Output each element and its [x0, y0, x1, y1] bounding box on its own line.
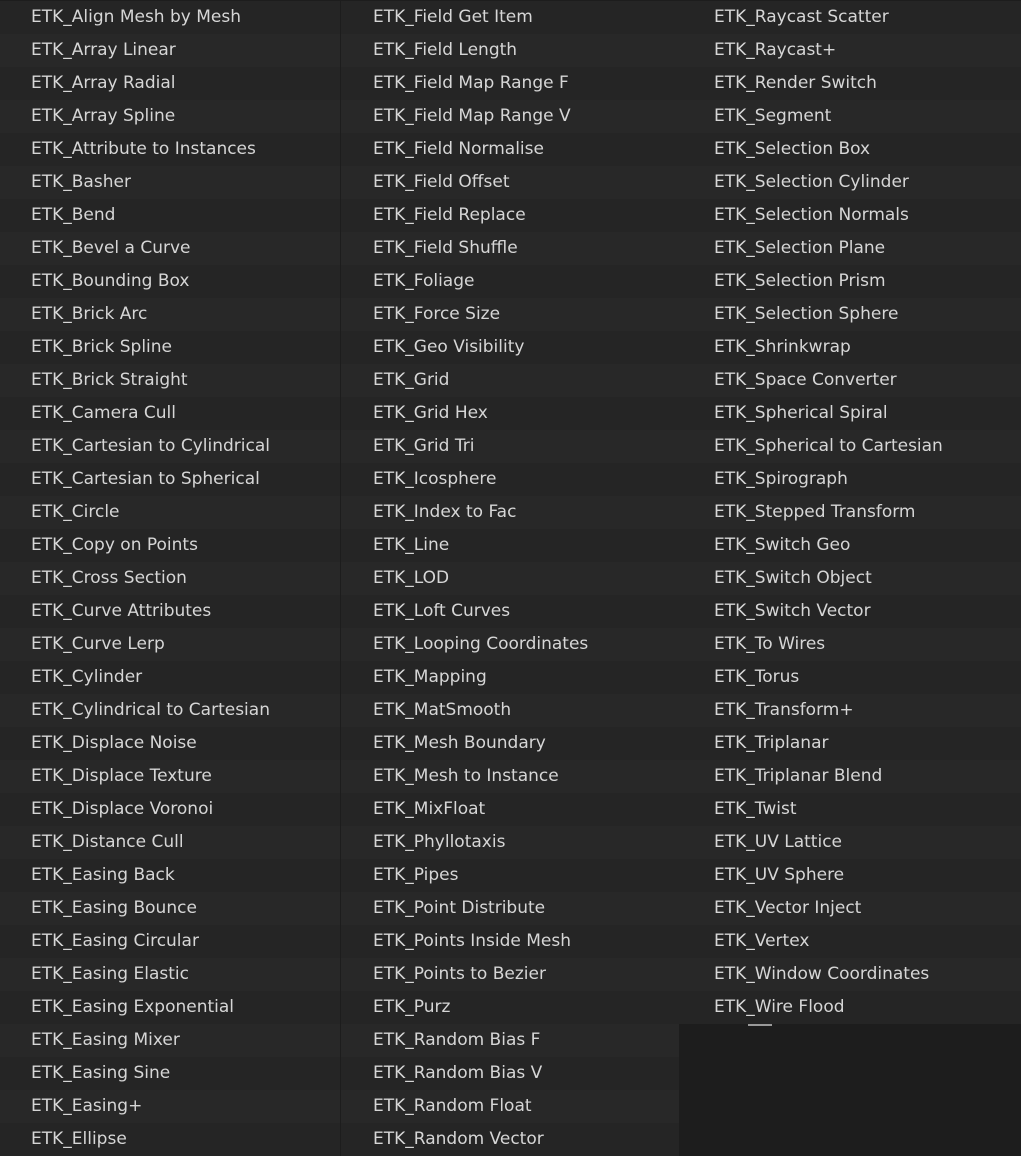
menu-item[interactable]: ETK_Brick Arc: [0, 298, 340, 331]
menu-item[interactable]: ETK_Easing Bounce: [0, 892, 340, 925]
menu-item[interactable]: ETK_Points Inside Mesh: [373, 931, 572, 951]
menu-item[interactable]: ETK_Loft Curves: [373, 601, 511, 621]
menu-item[interactable]: ETK_Spherical Spiral: [714, 403, 888, 423]
menu-item[interactable]: ETK_Brick Straight: [0, 364, 340, 397]
menu-item[interactable]: ETK_Segment: [679, 100, 1021, 133]
menu-item[interactable]: ETK_Mesh to Instance: [341, 760, 679, 793]
menu-item[interactable]: ETK_Easing Exponential: [31, 997, 235, 1017]
menu-item[interactable]: ETK_Displace Noise: [31, 733, 197, 753]
menu-empty-area: [679, 1024, 1021, 1156]
menu-item[interactable]: ETK_Triplanar: [714, 733, 829, 753]
menu-item[interactable]: ETK_Bend: [31, 205, 116, 225]
menu-item[interactable]: ETK_Random Float: [341, 1090, 679, 1123]
menu-item[interactable]: ETK_Selection Plane: [679, 232, 1021, 265]
menu-item[interactable]: ETK_Point Distribute: [341, 892, 679, 925]
menu-item[interactable]: ETK_Bounding Box: [31, 271, 190, 291]
menu-item[interactable]: ETK_Switch Vector: [714, 601, 871, 621]
menu-item[interactable]: ETK_Geo Visibility: [373, 337, 525, 357]
menu-item[interactable]: ETK_Cartesian to Spherical: [31, 469, 260, 489]
menu-item[interactable]: ETK_Curve Attributes: [31, 601, 212, 621]
menu-item[interactable]: ETK_Spherical to Cartesian: [679, 430, 1021, 463]
menu-item[interactable]: ETK_Window Coordinates: [679, 958, 1021, 991]
menu-item[interactable]: ETK_Cartesian to Cylindrical: [0, 430, 340, 463]
menu-item[interactable]: ETK_Render Switch: [714, 73, 877, 93]
menu-item[interactable]: ETK_Selection Prism: [714, 271, 886, 291]
menu-item[interactable]: ETK_UV Sphere: [714, 865, 845, 885]
menu-item[interactable]: ETK_To Wires: [679, 628, 1021, 661]
menu-item[interactable]: ETK_Shrinkwrap: [714, 337, 851, 357]
menu-item[interactable]: ETK_Cross Section: [0, 562, 340, 595]
menu-item[interactable]: ETK_Field Offset: [341, 166, 679, 199]
menu-item[interactable]: ETK_Bevel a Curve: [0, 232, 340, 265]
menu-item[interactable]: ETK_MixFloat: [373, 799, 486, 819]
menu-item[interactable]: ETK_Vertex: [714, 931, 810, 951]
menu-item[interactable]: ETK_Field Get Item: [373, 7, 533, 27]
menu-item[interactable]: ETK_Wire Flood: [714, 997, 845, 1017]
menu-item[interactable]: ETK_Selection Box: [714, 139, 871, 159]
menu-item[interactable]: ETK_Icosphere: [373, 469, 497, 489]
text-cursor-indicator: [748, 1024, 772, 1026]
menu-item[interactable]: ETK_Space Converter: [679, 364, 1021, 397]
menu-item[interactable]: ETK_Twist: [714, 799, 797, 819]
menu-item[interactable]: ETK_Spirograph: [714, 469, 848, 489]
menu-item[interactable]: ETK_Field Length: [341, 34, 679, 67]
menu-item[interactable]: ETK_Distance Cull: [0, 826, 340, 859]
menu-item[interactable]: ETK_Easing Circular: [31, 931, 199, 951]
menu-item[interactable]: ETK_Easing Back: [31, 865, 175, 885]
menu-item[interactable]: ETK_Raycast+: [679, 34, 1021, 67]
menu-item[interactable]: ETK_Foliage: [373, 271, 475, 291]
menu-item[interactable]: ETK_Camera Cull: [31, 403, 176, 423]
menu-item[interactable]: ETK_Field Normalise: [373, 139, 544, 159]
menu-item[interactable]: ETK_Selection Sphere: [679, 298, 1021, 331]
menu-item[interactable]: ETK_Circle: [0, 496, 340, 529]
menu-item[interactable]: ETK_Field Map Range V: [341, 100, 679, 133]
menu-item[interactable]: ETK_Array Linear: [0, 34, 340, 67]
menu-item[interactable]: ETK_Random Vector: [373, 1129, 544, 1149]
menu-item[interactable]: ETK_Array Spline: [0, 100, 340, 133]
menu-item[interactable]: ETK_Field Replace: [373, 205, 526, 225]
menu-item[interactable]: ETK_LOD: [341, 562, 679, 595]
menu-item[interactable]: ETK_UV Lattice: [679, 826, 1021, 859]
menu-item[interactable]: ETK_Force Size: [341, 298, 679, 331]
menu-item[interactable]: ETK_Cylinder: [31, 667, 143, 687]
menu-item[interactable]: ETK_Mapping: [373, 667, 487, 687]
menu-item[interactable]: ETK_Points to Bezier: [341, 958, 679, 991]
menu-item[interactable]: ETK_Pipes: [373, 865, 459, 885]
menu-item[interactable]: ETK_Switch Geo: [714, 535, 851, 555]
menu-item[interactable]: ETK_Selection Cylinder: [679, 166, 1021, 199]
menu-item[interactable]: ETK_Mesh Boundary: [373, 733, 546, 753]
menu-item[interactable]: ETK_Displace Texture: [0, 760, 340, 793]
menu-item[interactable]: ETK_Switch Object: [679, 562, 1021, 595]
menu-item[interactable]: ETK_Triplanar Blend: [679, 760, 1021, 793]
menu-column-2: [341, 1, 679, 1156]
menu-item[interactable]: ETK_Attribute to Instances: [31, 139, 256, 159]
menu-item[interactable]: ETK_MatSmooth: [341, 694, 679, 727]
menu-item[interactable]: ETK_Easing+: [0, 1090, 340, 1123]
menu-item[interactable]: ETK_Transform+: [679, 694, 1021, 727]
menu-item[interactable]: ETK_Field Shuffle: [341, 232, 679, 265]
menu-item[interactable]: ETK_Torus: [714, 667, 800, 687]
menu-item[interactable]: ETK_Raycast Scatter: [714, 7, 889, 27]
menu-item[interactable]: ETK_Looping Coordinates: [341, 628, 679, 661]
menu-column-3: [679, 1, 1021, 1156]
menu-item[interactable]: ETK_Easing Mixer: [0, 1024, 340, 1057]
menu-item[interactable]: ETK_Cylindrical to Cartesian: [0, 694, 340, 727]
menu-item[interactable]: ETK_Purz: [373, 997, 451, 1017]
menu-item[interactable]: ETK_Random Bias F: [341, 1024, 679, 1057]
menu-item[interactable]: ETK_Ellipse: [31, 1129, 127, 1149]
menu-item[interactable]: ETK_Grid: [341, 364, 679, 397]
menu-item[interactable]: ETK_Field Map Range F: [373, 73, 569, 93]
node-group-menu: [0, 1, 1021, 1156]
menu-item[interactable]: ETK_Easing Sine: [31, 1063, 171, 1083]
menu-item[interactable]: ETK_Array Radial: [31, 73, 176, 93]
menu-item[interactable]: ETK_Stepped Transform: [679, 496, 1021, 529]
menu-column-1: [0, 1, 340, 1156]
menu-item[interactable]: ETK_Copy on Points: [31, 535, 198, 555]
menu-item[interactable]: ETK_Phyllotaxis: [341, 826, 679, 859]
menu-item[interactable]: ETK_Displace Voronoi: [31, 799, 214, 819]
menu-item[interactable]: ETK_Line: [373, 535, 450, 555]
menu-item[interactable]: ETK_Selection Normals: [714, 205, 909, 225]
menu-item[interactable]: ETK_Align Mesh by Mesh: [31, 7, 241, 27]
menu-item[interactable]: ETK_Vector Inject: [679, 892, 1021, 925]
menu-item[interactable]: ETK_Random Bias V: [373, 1063, 543, 1083]
menu-item[interactable]: ETK_Curve Lerp: [0, 628, 340, 661]
menu-item[interactable]: ETK_Grid Tri: [341, 430, 679, 463]
menu-item[interactable]: ETK_Index to Fac: [341, 496, 679, 529]
menu-item[interactable]: ETK_Easing Elastic: [0, 958, 340, 991]
menu-item[interactable]: ETK_Grid Hex: [373, 403, 488, 423]
menu-item[interactable]: ETK_Basher: [0, 166, 340, 199]
menu-item[interactable]: ETK_Brick Spline: [31, 337, 173, 357]
